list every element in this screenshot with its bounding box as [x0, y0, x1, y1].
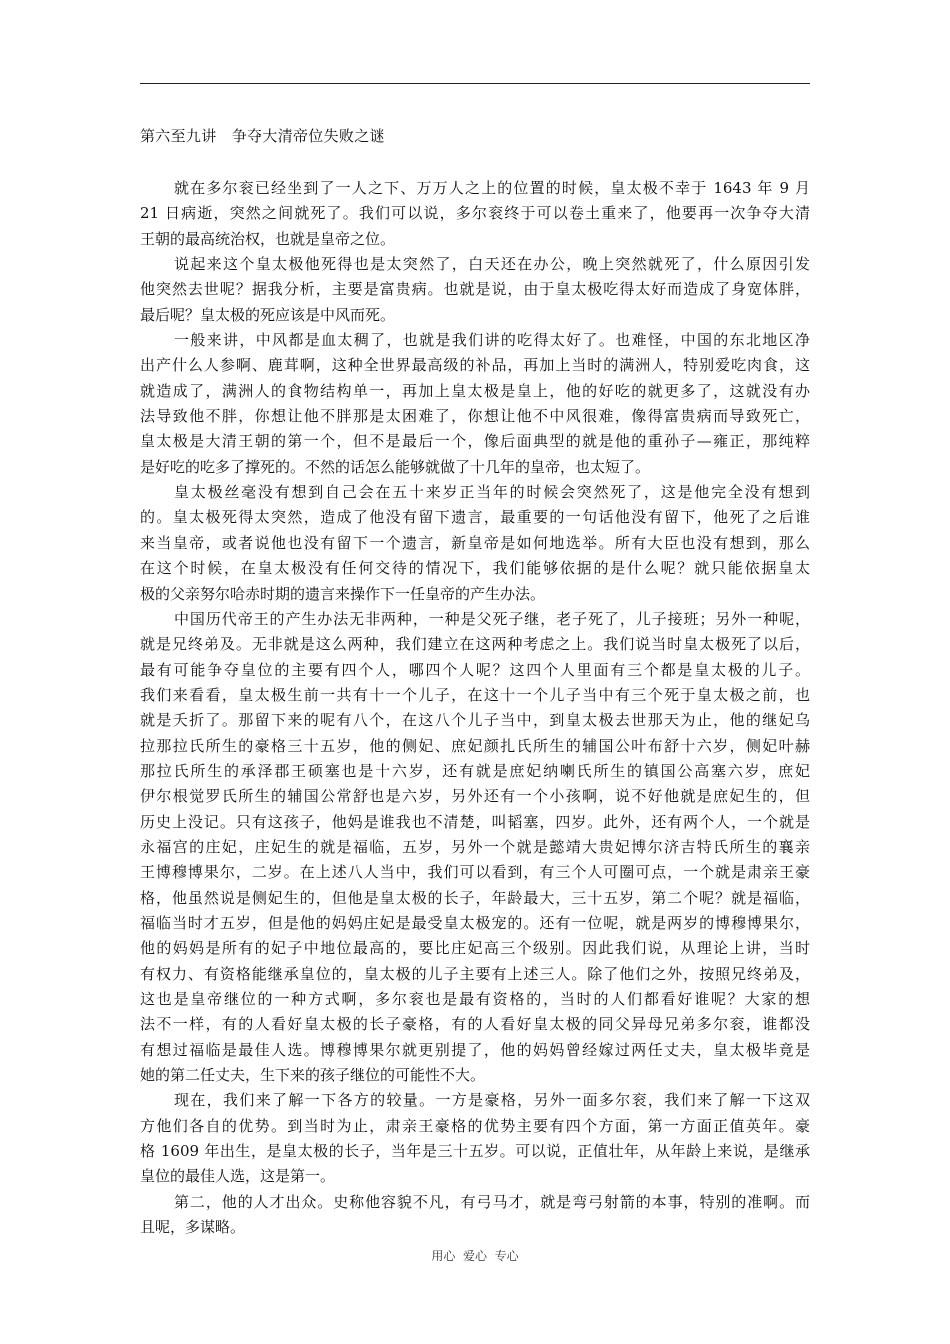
- page-footer: 用心 爱心 专心: [431, 1249, 519, 1263]
- paragraph-line: 极的父亲努尔哈赤时期的遗言来操作下一任皇帝的产生办法。: [140, 584, 546, 603]
- header-rule: [140, 83, 810, 84]
- paragraph-line: 拉那拉氏所生的豪格三十五岁，他的侧妃、庶妃颜扎氏所生的辅国公叶布舒十六岁，侧妃叶赫: [140, 736, 810, 755]
- paragraph-line: 就在多尔衮已经坐到了一人之下、万万人之上的位置的时候，皇太极不幸于 1643 年 9 月: [174, 179, 810, 197]
- paragraph-line: 格 1609 年出生，是皇太极的长子，当年是三十五岁。可以说，正值壮年，从年龄上来说，是继承: [140, 1142, 810, 1161]
- paragraph-line: 法不一样，有的人看好皇太极的长子豪格，有的人看好皇太极的同父异母兄弟多尔衮，谁都没: [140, 1015, 810, 1034]
- paragraph-line: 方他们各自的优势。到当时为止，肃亲王豪格的优势主要有四个方面，第一方面正值英年。豪: [140, 1116, 810, 1135]
- paragraph-line: 最有可能争夺皇位的主要有四个人，哪四个人呢？这四个人里面有三个都是皇太极的儿子。: [140, 660, 810, 679]
- paragraph-line: 就是夭折了。那留下来的呢有八个，在这八个儿子当中，到皇太极去世那天为止，他的继妃乌: [140, 711, 810, 730]
- paragraph-line: 就造成了，满洲人的食物结构单一，再加上皇太极是皇上，他的好吃的就更多了，这就没有办: [140, 381, 810, 400]
- paragraph-line: 中国历代帝王的产生办法无非两种，一种是父死子继，老子死了，儿子接班；另外一种呢，: [174, 609, 810, 628]
- paragraph: [140, 328, 810, 480]
- paragraph-line: 伊尔根觉罗氏所生的辅国公常舒也是六岁，另外还有一个小孩啊，说不好他就是庶妃生的，但: [140, 787, 810, 806]
- paragraph-line: 最后呢？皇太极的死应该是中风而死。: [140, 305, 396, 324]
- paragraph: [140, 1088, 810, 1189]
- paragraph-line: 福临当时才五岁，但是他的妈妈庄妃是最受皇太极宠的。还有一位呢，就是两岁的博穆博果尔，: [140, 913, 810, 932]
- paragraph-line: 现在，我们来了解一下各方的较量。一方是豪格，另外一面多尔衮，我们来了解一下这双: [174, 1091, 810, 1110]
- paragraph-line: 那拉氏所生的承泽郡王硕塞也是十六岁，还有就是庶妃纳喇氏所生的镇国公高塞六岁，庶妃: [140, 761, 810, 780]
- paragraph-line: 的。皇太极死得太突然，造成了他没有留下遗言，最重要的一句话他没有留下，他死了之后谁: [140, 508, 810, 527]
- paragraph-line: 有想过福临是最佳人选。博穆博果尔就更别提了，他的妈妈曾经嫁过两任丈夫，皇太极毕竟是: [140, 1040, 810, 1059]
- page-title: 第六至九讲 争夺大清帝位失败之谜: [140, 127, 385, 145]
- paragraph-line: 格，他虽然说是侧妃生的，但他是皇太极的长子，年龄最大，三十五岁，第二个呢？就是福临，: [140, 888, 810, 907]
- paragraph-line: 皇太极丝毫没有想到自己会在五十来岁正当年的时候会突然死了，这是他完全没有想到: [174, 483, 810, 502]
- paragraph-line: 他的妈妈是所有的妃子中地位最高的，要比庄妃高三个级别。因此我们说，从理论上讲，当时: [140, 939, 810, 958]
- paragraph-line: 她的第二任丈夫，生下来的孩子继位的可能性不大。: [140, 1066, 486, 1085]
- paragraph: [140, 480, 810, 607]
- paragraph-line: 历史上没记。只有这孩子，他妈是谁我也不清楚，叫韬塞，四岁。此外，还有两个人，一个就是: [140, 812, 810, 831]
- paragraph-line: 有权力、有资格能继承皇位的，皇太极的儿子主要有上述三人。除了他们之外，按照兄终弟及，: [140, 964, 810, 983]
- paragraph-line: 来当皇帝，或者说他也没有留下一个遗言，新皇帝是如何地选举。所有大臣也没有想到，那么: [140, 533, 810, 552]
- paragraph-line: 21 日病逝，突然之间就死了。我们可以说，多尔衮终于可以卷土重来了，他要再一次争夺大清: [140, 204, 810, 223]
- paragraph: [140, 176, 810, 252]
- paragraph-line: 王博穆博果尔，二岁。在上述八人当中，我们可以看到，有三个人可圈可点，一个就是肃亲王豪: [140, 863, 810, 882]
- paragraph-line: 出产什么人参啊、鹿茸啊，这种全世界最高级的补品，再加上当时的满洲人，特别爱吃肉食，这: [140, 356, 810, 375]
- paragraph-line: 他突然去世呢？据我分析，主要是富贵病。也就是说，由于皇太极吃得太好而造成了身宽体胖，: [140, 280, 810, 299]
- paragraph-line: 永福宫的庄妃，庄妃生的就是福临，五岁，另外一个就是懿靖大贵妃博尔济吉特氏所生的襄亲: [140, 837, 810, 856]
- paragraph-line: 这也是皇帝继位的一种方式啊，多尔衮也是最有资格的，当时的人们都看好谁呢？大家的想: [140, 990, 810, 1008]
- paragraph: [140, 607, 810, 1089]
- paragraph: [140, 252, 810, 328]
- paragraph-line: 说起来这个皇太极他死得也是太突然了，白天还在办公，晚上突然就死了，什么原因引发: [174, 255, 810, 274]
- paragraph-line: 在这个时候，在皇太极没有任何交待的情况下，我们能够依据的是什么呢？就只能依据皇太: [140, 559, 810, 578]
- paragraph-line: 皇太极是大清王朝的第一个，但不是最后一个，像后面典型的就是他的重孙子—雍正，那纯粹: [140, 432, 810, 451]
- paragraph: [140, 1190, 810, 1241]
- paragraph-line: 王朝的最高统治权，也就是皇帝之位。: [140, 229, 396, 248]
- paragraph-line: 我们来看看，皇太极生前一共有十一个儿子，在这十一个儿子当中有三个死于皇太极之前，也: [140, 685, 810, 704]
- paragraph-line: 法导致他不胖，你想让他不胖那是太困难了，你想让他不中风很难，像得富贵病而导致死亡，: [140, 407, 810, 426]
- paragraph-line: 第二，他的人才出众。史称他容貌不凡，有弓马才，就是弯弓射箭的本事，特别的准啊。而: [174, 1192, 810, 1211]
- paragraph-line: 是好吃的吃多了撑死的。不然的话怎么能够就做了十几年的皇帝，也太短了。: [140, 457, 651, 476]
- body-text: [140, 176, 810, 1240]
- paragraph-line: 一般来讲，中风都是血太稠了，也就是我们讲的吃得太好了。也难怪，中国的东北地区净: [174, 331, 810, 350]
- paragraph-line: 且呢，多谋略。: [140, 1218, 246, 1237]
- paragraph-line: 皇位的最佳人选，这是第一。: [140, 1167, 336, 1186]
- paragraph-line: 就是兄终弟及。无非就是这么两种，我们建立在这两种考虑之上。我们说当时皇太极死了以后，: [140, 635, 810, 654]
